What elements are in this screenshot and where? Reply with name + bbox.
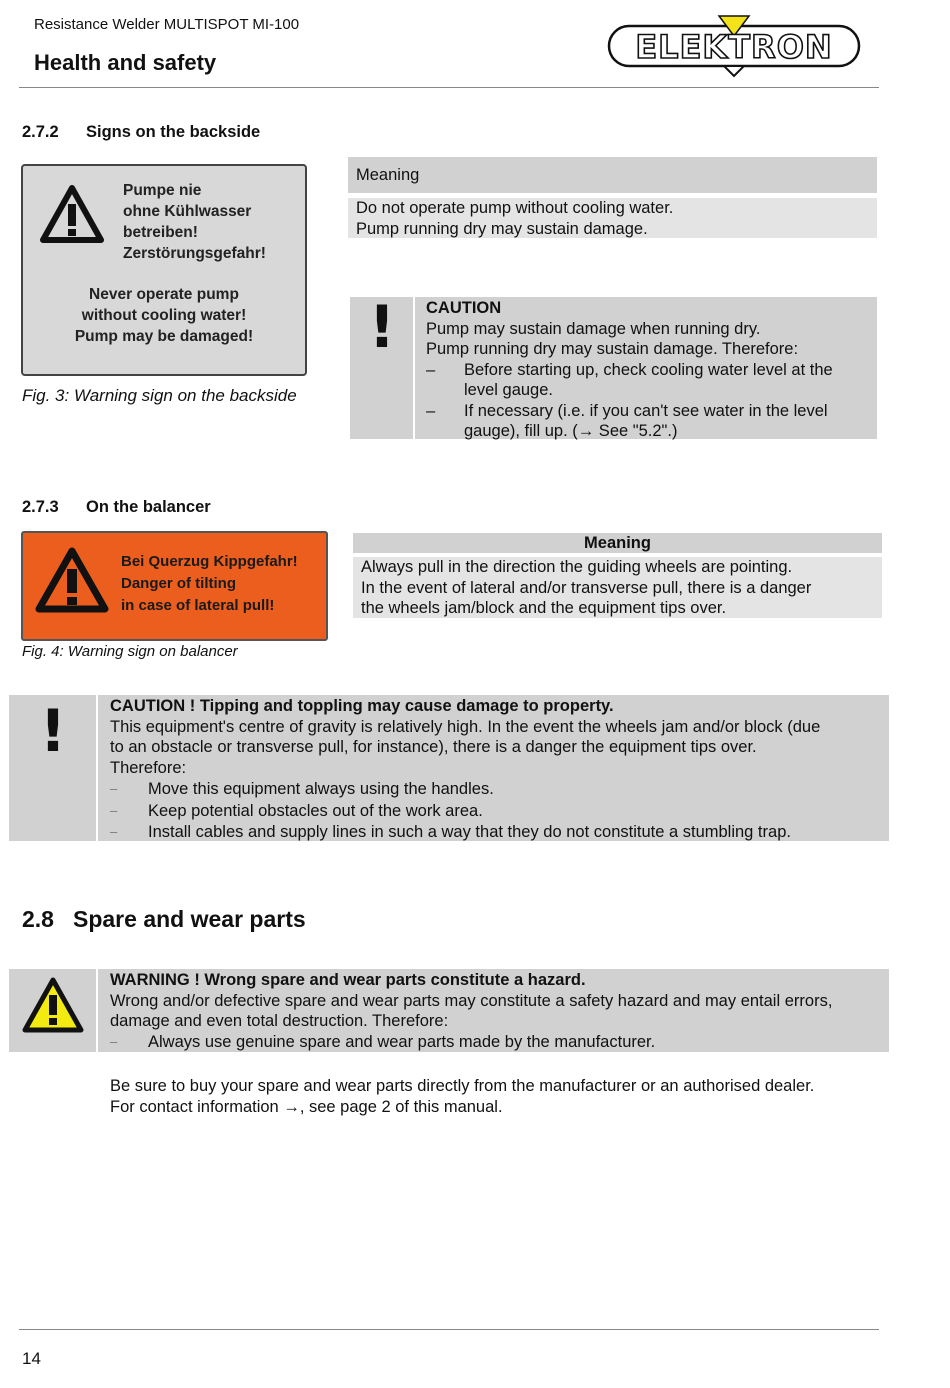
header-divider (19, 87, 879, 88)
logo-wordmark: ELEKTRON (635, 28, 833, 66)
list-item: – Keep potential obstacles out of the work area. (110, 801, 483, 820)
caution-title: CAUTION (426, 299, 502, 317)
page-number: 14 (22, 1349, 41, 1368)
warning-triangle-icon (35, 547, 109, 613)
section-title: Health and safety (34, 50, 217, 75)
warning-sign-backside (21, 164, 307, 376)
warning-sign-balancer (21, 531, 328, 641)
document-title: Resistance Welder MULTISPOT MI-100 (34, 16, 300, 33)
section-heading-2-8: 2.8 Spare and wear parts (22, 906, 306, 932)
figure-caption: Fig. 4: Warning sign on balancer (22, 643, 238, 660)
elektron-logo (606, 10, 862, 78)
caution-box-tipping: ! CAUTION ! Tipping and toppling may cause damage to property. This equipment's centre of gravity is relatively high. In the event the wheels jam and/or block (due to an obstacle or transverse pull, for instance), there is a danger the equipment tips over. Therefore: – Move this equipment always using the handles. – Keep potential obstacles out of the work area. – Install cables and supply lines in such a way that they do not constitute a stumbling trap. (9, 695, 889, 841)
warning-triangle-icon (39, 184, 105, 244)
list-item: – Install cables and supply lines in such a way that they do not constitute a stumbling trap. (110, 823, 791, 841)
meaning-text: Always pull in the direction the guiding wheels are pointing. In the event of lateral and/or transverse pull, there is a danger the wheels jam/block and the equipment tips over. (353, 557, 882, 618)
footer-divider (19, 1329, 879, 1330)
list-item: – Before starting up, check cooling water level at the level gauge. (426, 360, 833, 399)
warning-title: WARNING ! Wrong spare and wear parts constitute a hazard. (110, 971, 586, 989)
meaning-text: Do not operate pump without cooling water. Pump running dry may sustain damage. (348, 198, 877, 238)
subsection-heading-2-7-2: 2.7.2 Signs on the backside (22, 123, 261, 141)
exclamation-icon: ! (39, 697, 67, 765)
subsection-heading-2-7-3: 2.7.3 On the balancer (22, 498, 211, 516)
warning-triangle-icon (20, 975, 86, 1035)
sign-text-german: Pumpe nie ohne Kühlwasser betreiben! Zerstörungsgefahr! (123, 182, 266, 262)
meaning-header: Meaning (348, 157, 877, 193)
warning-box-spare-parts: WARNING ! Wrong spare and wear parts constitute a hazard. Wrong and/or defective spare and wear parts may constitute a safety hazard and may entail errors, damage and even total destruction. Therefore: – Always use genuine spare and wear parts made by the manufacturer. (9, 969, 889, 1052)
caution-box-pump: ! CAUTION Pump may sustain damage when running dry. Pump running dry may sustain damage. Therefore: – Before starting up, check cooling water level at the level gauge. – If necessary (i.e. if you can't see water in the level gauge), fill up. (→ See "5.2".) (350, 297, 877, 439)
list-item: – Always use genuine spare and wear parts made by the manufacturer. (110, 1032, 656, 1051)
list-item: – If necessary (i.e. if you can't see water in the level gauge), fill up. (→ See "5.2".) (426, 401, 828, 440)
figure-caption: Fig. 3: Warning sign on the backside (22, 386, 297, 405)
exclamation-icon: ! (368, 293, 396, 361)
list-item: – Move this equipment always using the handles. (110, 780, 494, 798)
spare-parts-paragraph: Be sure to buy your spare and wear parts directly from the manufacturer or an authorised dealer. For contact information →, see page 2 of this manual. (110, 1077, 815, 1116)
sign-text-english: Never operate pump without cooling water! Pump may be damaged! (74, 286, 254, 345)
sign-text: Bei Querzug Kippgefahr! Danger of tilting in case of lateral pull! (121, 553, 298, 614)
meaning-header: Meaning (353, 533, 882, 553)
caution-title: CAUTION ! Tipping and toppling may cause damage to property. (110, 697, 614, 715)
